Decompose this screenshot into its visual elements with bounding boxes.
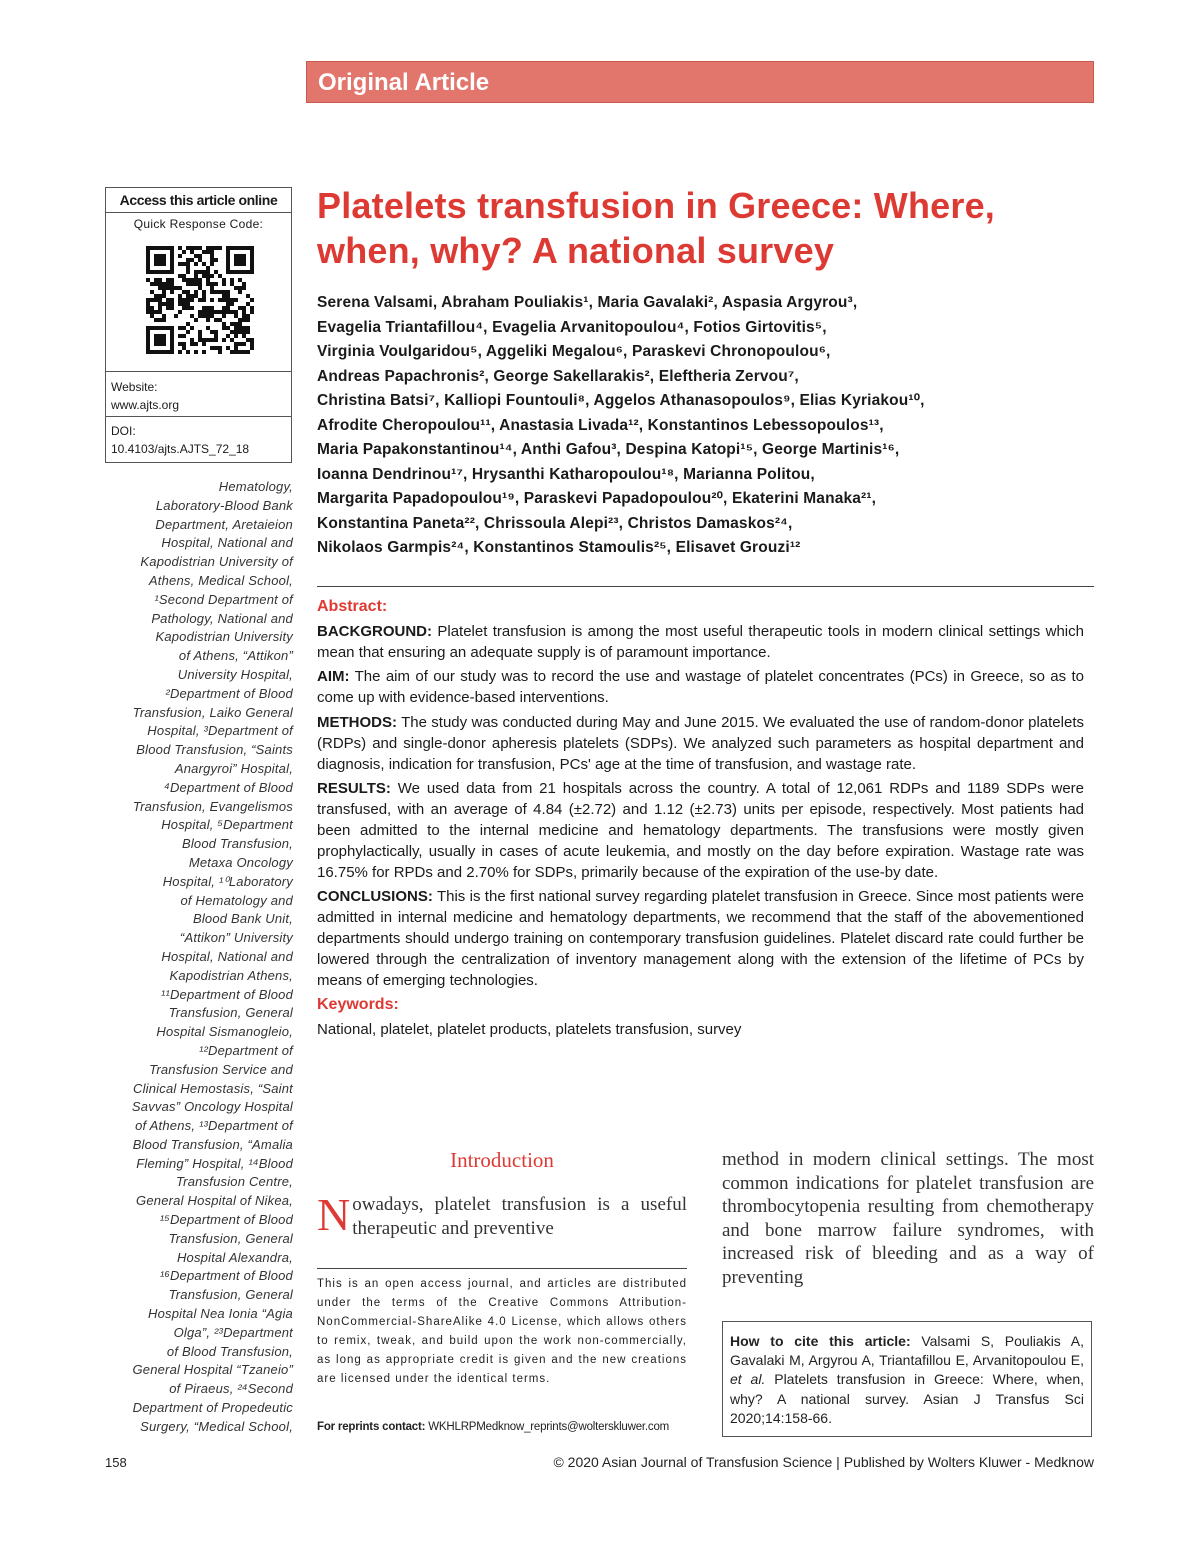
author-line: Margarita Papadopoulou¹⁹, Paraskevi Papadopoulou²⁰, Ekaterini Manaka²¹, bbox=[317, 490, 877, 507]
abstract-background: BACKGROUND: Platelet transfusion is among the most useful therapeutic tools in modern clinical settings which mean that ensuring an adequate supply is of paramount importance. bbox=[317, 622, 1084, 661]
abstract-divider bbox=[317, 586, 1094, 587]
affiliation-line: ⁴Department of Blood bbox=[164, 779, 293, 795]
affiliation-line: Transfusion Centre, bbox=[176, 1174, 293, 1190]
abstract bbox=[317, 597, 1084, 1045]
affiliation-line: of Piraeus, ²⁴Second bbox=[169, 1381, 293, 1397]
affiliation-line: Metaxa Oncology bbox=[188, 854, 293, 870]
access-header: Access this article online bbox=[106, 188, 291, 213]
doi-block bbox=[111, 422, 249, 458]
abstract-results: RESULTS: We used data from 21 hospitals across the country. A total of 12,061 RDPs and 1189 SDPs were transfused, with an average of 4.84 (±2.72) and 1.12 (±2.73) units per episode, respectively. Most patients had been admitted to the internal medicine and hematology departments. The transfusions were mostly given prophylactically, usually in cases of acute leukemia, and mostly on the day before expiration. Wastage rate was 16.75% for RPDs and 2.70% for SDPs, primarily because of the expiration of the use-by date. bbox=[317, 780, 1085, 881]
affiliation-line: Hospital, ³Department of bbox=[147, 723, 293, 739]
access-online-box bbox=[105, 187, 292, 463]
author-line: Afrodite Cheropoulou¹¹, Anastasia Livada¹², Konstantinos Lebessopoulos¹³, bbox=[317, 416, 884, 434]
dropcap: N bbox=[317, 1189, 351, 1240]
affiliation-line: Department, Aretaieion bbox=[155, 516, 293, 532]
affiliation-line: ¹²Department of bbox=[198, 1042, 293, 1058]
affiliation-line: Hospital Alexandra, bbox=[176, 1249, 293, 1265]
affiliation-line: Kapodistrian University of bbox=[140, 554, 293, 570]
affiliation-line: Savvas” Oncology Hospital bbox=[131, 1099, 293, 1115]
citation-box: How to cite this article: Valsami S, Pouliakis A, Gavalaki M, Argyrou A, Triantafillou E, Arvanitopoulou E, et al. Platelets transfusion in Greece: Where, when, why? A national survey. Asian J Transfus Sci 2020;14:158-66. bbox=[722, 1321, 1092, 1437]
affiliation-line: Transfusion, General bbox=[168, 1005, 293, 1021]
license-divider bbox=[317, 1268, 687, 1269]
access-divider bbox=[106, 416, 291, 417]
affiliation-line: Hospital, ¹⁰Laboratory bbox=[162, 873, 293, 889]
affiliation-line: Clinical Hemostasis, “Saint bbox=[132, 1080, 293, 1096]
affiliation-line: Transfusion Service and bbox=[149, 1061, 293, 1077]
affiliation-line: General Hospital of Nikea, bbox=[136, 1193, 293, 1209]
introduction-col2: method in modern clinical settings. The most common indications for platelet transfusion are thrombocytopenia resulting from chemotherapy and bone marrow failure syndromes, with increased risk of bleeding and as a way of preventing bbox=[722, 1149, 1094, 1288]
reprints-contact bbox=[317, 1421, 669, 1433]
affiliation-line: Surgery, “Medical School, bbox=[140, 1418, 293, 1434]
author-line: Virginia Voulgaridou⁵, Aggeliki Megalou⁶, Paraskevi Chronopoulou⁶, bbox=[317, 343, 831, 360]
abstract-conclusions: CONCLUSIONS: This is the first national survey regarding platelet transfusion in Greece. Since most patients were admitted in internal medicine and hematology departments, we recommend that the staff of the abovementioned departments should undergo training on contemporary transfusion guidelines. Platelet discard rate could further be lowered through the centralization of inventory management along with the extension of the lifetime of PCs by means of emerging technologies. bbox=[317, 888, 1084, 989]
reprints-email[interactable]: WKHLRPMedknow_reprints@wolterskluwer.com bbox=[428, 1421, 670, 1433]
affiliation-line: of Athens, “Attikon” bbox=[178, 648, 293, 664]
abstract-heading: Abstract: bbox=[317, 598, 388, 615]
affiliation-line: General Hospital “Tzaneio” bbox=[132, 1362, 293, 1378]
keywords-heading: Keywords: bbox=[317, 996, 399, 1014]
keywords: National, platelet, platelet products, platelets transfusion, survey bbox=[317, 1021, 742, 1039]
author-line: Christina Batsi⁷, Kalliopi Fountouli⁸, Aggelos Athanasopoulos⁹, Elias Kyriakou¹⁰, bbox=[317, 392, 925, 409]
affiliation-line: ¹Second Department of bbox=[154, 591, 293, 607]
affiliation-line: Anargyroi” Hospital, bbox=[174, 760, 293, 776]
affiliation-line: Transfusion, General bbox=[168, 1230, 293, 1246]
qr-label: Quick Response Code: bbox=[133, 217, 264, 231]
affiliation-line: Laboratory-Blood Bank bbox=[155, 497, 293, 513]
abstract-methods: METHODS: The study was conducted during May and June 2015. We evaluated the use of random-donor platelets (RDPs) and single-donor apheresis platelets (SDPs). We analyzed such parameters as hospital department and diagnosis, indication for transfusion, PCs' age at the time of transfusion, and wastage rate. bbox=[317, 713, 1084, 773]
affiliations bbox=[100, 478, 293, 1437]
affiliation-line: Transfusion, Laiko General bbox=[132, 704, 293, 720]
affiliation-line: Hospital Sismanogleio, bbox=[156, 1024, 293, 1040]
affiliation-line: Kapodistrian Athens, bbox=[169, 967, 293, 983]
article-type-label: Original Article bbox=[318, 69, 490, 96]
author-line: Maria Papakonstantinou¹⁴, Anthi Gafou³, Despina Katopi¹⁵, George Martinis¹⁶, bbox=[317, 441, 900, 458]
affiliation-line: Pathology, National and bbox=[151, 610, 293, 626]
website-label: Website: bbox=[111, 380, 158, 394]
affiliation-line: “Attikon” University bbox=[179, 930, 293, 946]
article-type-banner bbox=[306, 61, 1094, 103]
affiliation-line: of Blood Transfusion, bbox=[166, 1343, 293, 1359]
affiliation-line: Department of Propedeutic bbox=[132, 1400, 293, 1416]
affiliation-line: Blood Transfusion, “Saints bbox=[136, 742, 293, 758]
affiliation-line: Hospital, ⁵Department bbox=[161, 817, 293, 833]
affiliation-line: Transfusion, Evangelismos bbox=[132, 798, 293, 814]
author-line: Nikolaos Garmpis²⁴, Konstantinos Stamoulis²⁵, Elisavet Grouzi¹² bbox=[317, 539, 801, 556]
affiliation-line: Athens, Medical School, bbox=[148, 572, 293, 588]
doi-label: DOI: bbox=[111, 424, 136, 438]
author-line: Serena Valsami, Abraham Pouliakis¹, Maria Gavalaki², Aspasia Argyrou³, bbox=[317, 294, 858, 311]
affiliation-line: Blood Transfusion, bbox=[181, 836, 293, 852]
author-line: Konstantina Paneta²², Chrissoula Alepi²³, Christos Damaskos²⁴, bbox=[317, 514, 793, 532]
affiliation-line: Hospital Nea Ionia “Agia bbox=[148, 1306, 293, 1322]
affiliation-line: Hospital, National and bbox=[161, 948, 293, 964]
author-line: Andreas Papachronis², George Sakellarakis², Eleftheria Zervou⁷, bbox=[317, 367, 799, 385]
affiliation-line: University Hospital, bbox=[177, 666, 293, 682]
footer-copyright: © 2020 Asian Journal of Transfusion Science | Published by Wolters Kluwer - Medknow bbox=[553, 1454, 1094, 1470]
website-block bbox=[111, 378, 179, 414]
affiliation-line: of Athens, ¹³Department of bbox=[135, 1118, 293, 1134]
website-link[interactable]: www.ajts.org bbox=[111, 398, 180, 412]
qr-code-icon[interactable] bbox=[146, 246, 254, 354]
introduction-col1: Nowadays, platelet transfusion is a useful therapeutic and preventive bbox=[317, 1189, 687, 1240]
license-text: This is an open access journal, and articles are distributed under the terms of the Creative Commons Attribution-NonCommercial-ShareAlike 4.0 License, which allows others to remix, tweak, and build upon the work non-commercially, as long as appropriate credit is given and the new creations are licensed under the identical terms. bbox=[317, 1278, 687, 1385]
affiliation-line: ¹¹Department of Blood bbox=[160, 986, 293, 1002]
reprints-label: For reprints contact: bbox=[317, 1421, 426, 1433]
affiliation-line: Transfusion, General bbox=[168, 1287, 293, 1303]
affiliation-line: Hematology, bbox=[218, 479, 293, 494]
article-title: Platelets transfusion in Greece: Where, when, why? A national survey bbox=[317, 185, 996, 271]
affiliation-line: Hospital, National and bbox=[161, 535, 293, 551]
page-number: 158 bbox=[105, 1455, 127, 1470]
affiliation-line: ¹⁵Department of Blood bbox=[159, 1212, 293, 1228]
access-divider bbox=[106, 371, 291, 372]
affiliation-line: of Hematology and bbox=[180, 892, 293, 908]
affiliation-line: Kapodistrian University bbox=[155, 629, 293, 645]
cite-label: How to cite this article: bbox=[730, 1333, 911, 1349]
author-line: Ioanna Dendrinou¹⁷, Hrysanthi Katharopoulou¹⁸, Marianna Politou, bbox=[317, 465, 815, 483]
affiliation-line: ²Department of Blood bbox=[165, 685, 293, 701]
affiliation-line: Fleming” Hospital, ¹⁴Blood bbox=[136, 1155, 293, 1171]
author-line: Evagelia Triantafillou⁴, Evagelia Arvanitopoulou⁴, Fotios Girtovitis⁵, bbox=[317, 318, 827, 336]
doi-value[interactable]: 10.4103/ajts.AJTS_72_18 bbox=[111, 442, 250, 456]
affiliation-line: Blood Transfusion, “Amalia bbox=[132, 1136, 293, 1152]
affiliation-line: Blood Bank Unit, bbox=[192, 911, 293, 927]
introduction-heading: Introduction bbox=[450, 1148, 554, 1172]
author-list bbox=[317, 291, 1097, 561]
affiliation-line: Olga”, ²³Department bbox=[173, 1324, 293, 1340]
affiliation-line: ¹⁶Department of Blood bbox=[159, 1268, 293, 1284]
abstract-aim: AIM: The aim of our study was to record the use and wastage of platelet concentrates (PCs) in Greece, so as to come up with evidence-based interventions. bbox=[317, 668, 1085, 707]
